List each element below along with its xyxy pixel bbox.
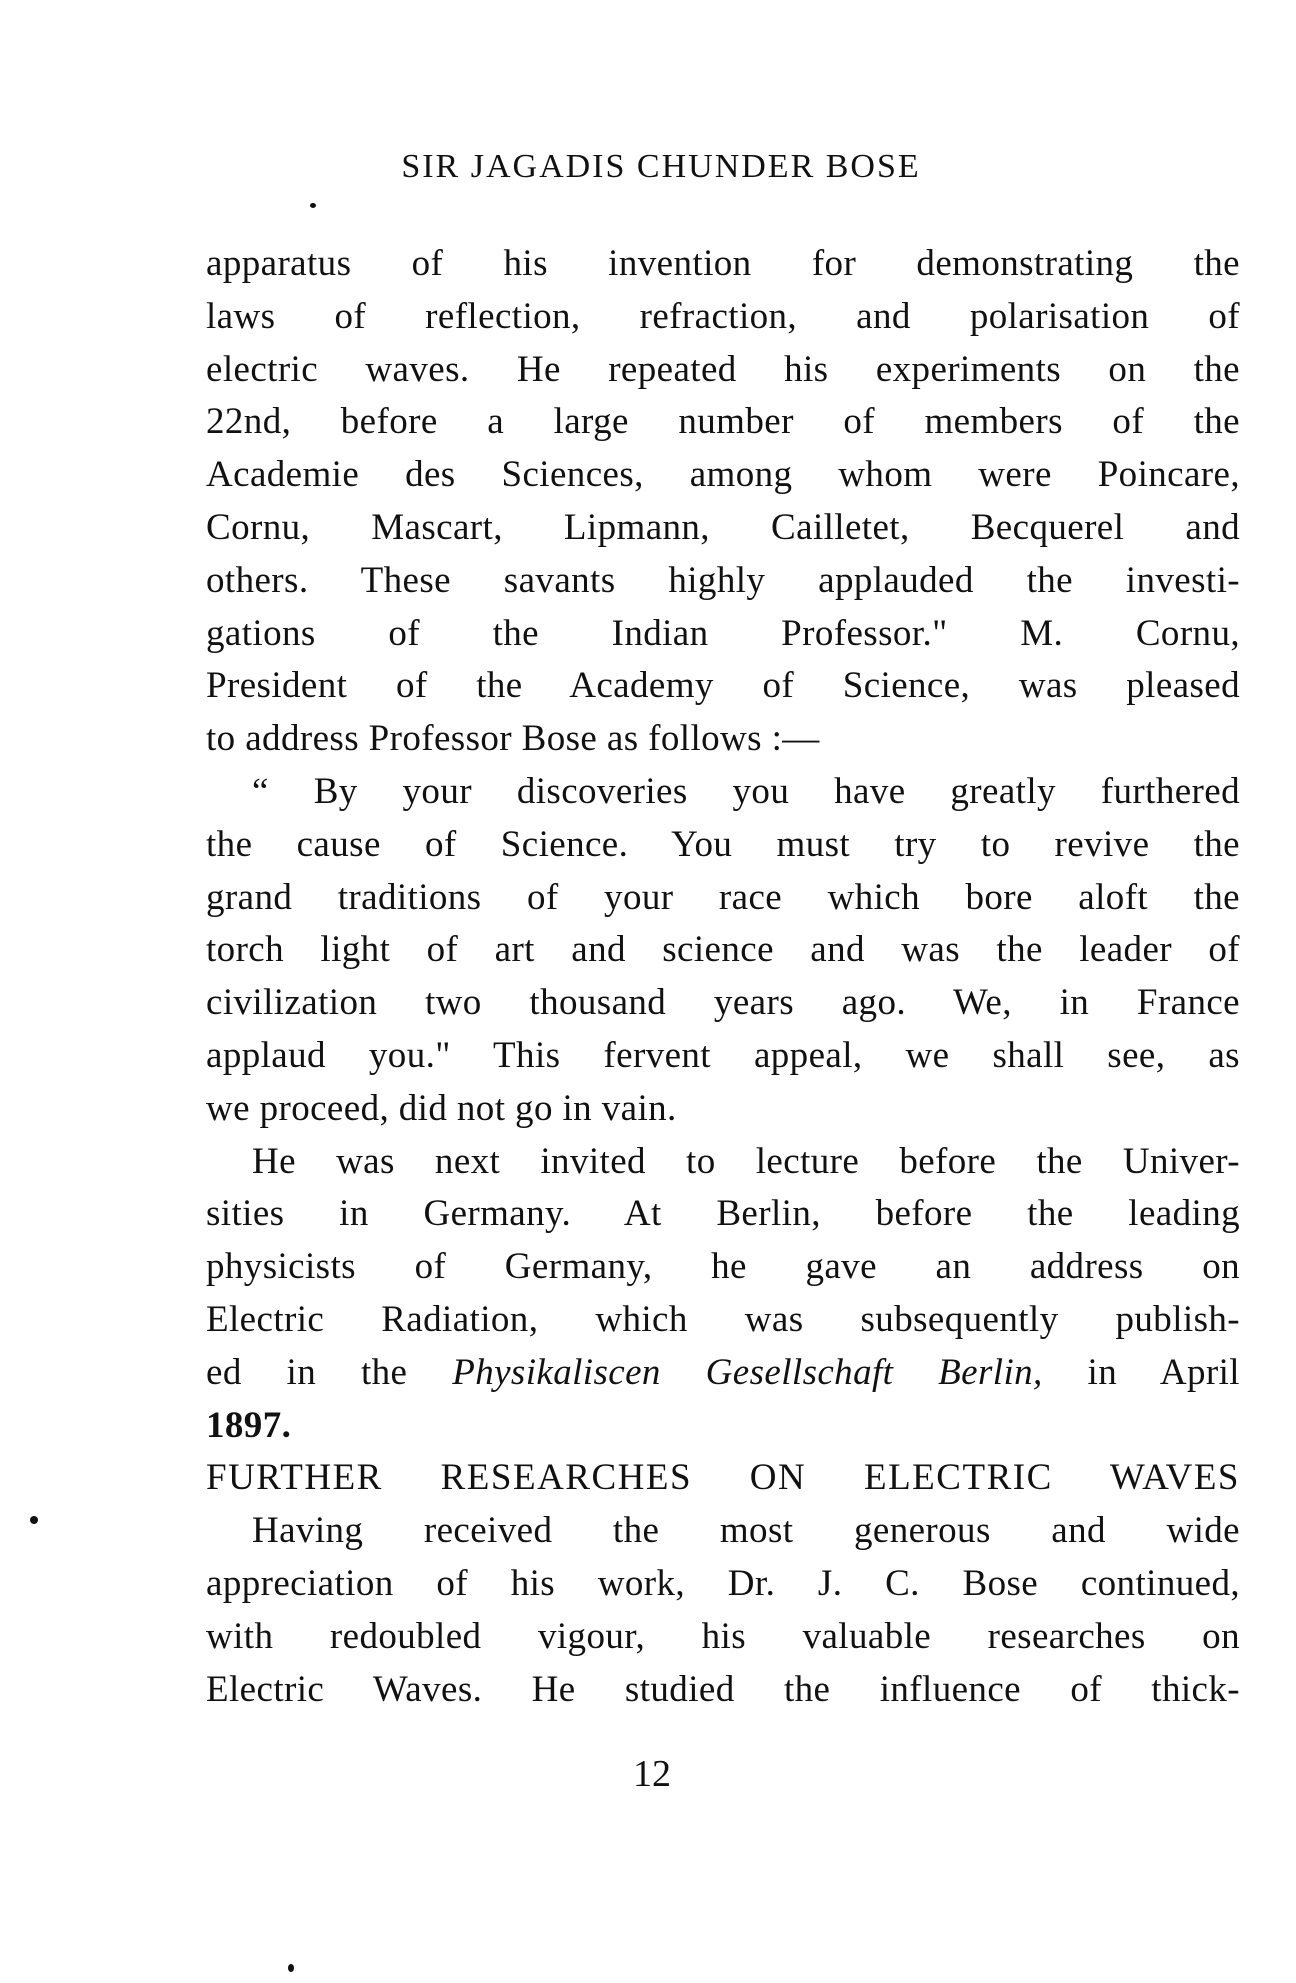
text-line: laws of reflection, refraction, and polarisation of bbox=[206, 295, 1240, 337]
body-text bbox=[206, 238, 1240, 1716]
text-line: Electric Radiation, which was subsequently publish- bbox=[206, 1298, 1240, 1340]
text-line: gations of the Indian Professor." M. Cornu, bbox=[206, 612, 1240, 654]
text-span: in April bbox=[1042, 1351, 1240, 1393]
text-line: He was next invited to lecture before the Univer- bbox=[252, 1140, 1240, 1182]
text-line: 22nd, before a large number of members of the bbox=[206, 401, 1240, 443]
text-line: Having received the most generous and wide bbox=[252, 1510, 1240, 1552]
quotation-line: torch light of art and science and was the leader of bbox=[206, 929, 1240, 971]
text-line: others. These savants highly applauded the investi- bbox=[206, 559, 1240, 601]
quotation-line: “ By your discoveries you have greatly furthered bbox=[252, 770, 1240, 812]
section-heading: FURTHER RESEARCHES ON ELECTRIC WAVES bbox=[206, 1457, 1240, 1499]
text-line-with-italic bbox=[206, 1347, 1240, 1400]
text-line: to address Professor Bose as follows :— bbox=[206, 718, 820, 760]
text-line: Academie des Sciences, among whom were Poincare, bbox=[206, 454, 1240, 496]
text-line: President of the Academy of Science, was pleased bbox=[206, 665, 1240, 707]
text-line: sities in Germany. At Berlin, before the leading bbox=[206, 1193, 1240, 1235]
text-span: ed in the bbox=[206, 1351, 453, 1393]
italic-publication-title: Physikaliscen Gesellschaft Berlin, bbox=[452, 1351, 1043, 1393]
text-line: with redoubled vigour, his valuable researches on bbox=[206, 1615, 1240, 1657]
text-line: apparatus of his invention for demonstrating the bbox=[206, 243, 1240, 284]
running-head: SIR JAGADIS CHUNDER BOSE bbox=[401, 148, 921, 185]
text-line: physicists of Germany, he gave an address on bbox=[206, 1246, 1240, 1288]
page-number: 12 bbox=[633, 1753, 671, 1795]
scan-speck bbox=[288, 1964, 294, 1972]
quotation-line: grand traditions of your race which bore aloft the bbox=[206, 876, 1240, 918]
scan-speck bbox=[310, 203, 316, 208]
quotation-line: the cause of Science. You must try to revive the bbox=[206, 823, 1240, 865]
text-line-year: 1897. bbox=[206, 1404, 292, 1446]
scan-speck bbox=[30, 1516, 38, 1524]
text-line: applaud you." This fervent appeal, we shall see, as bbox=[206, 1034, 1240, 1076]
text-line: Electric Waves. He studied the influence of thick- bbox=[206, 1668, 1240, 1710]
quotation-line: civilization two thousand years ago. We, in France bbox=[206, 982, 1240, 1024]
text-line: appreciation of his work, Dr. J. C. Bose continued, bbox=[206, 1562, 1240, 1604]
text-line: we proceed, did not go in vain. bbox=[206, 1087, 677, 1129]
text-line: electric waves. He repeated his experiments on the bbox=[206, 348, 1240, 390]
text-line: Cornu, Mascart, Lipmann, Cailletet, Becquerel and bbox=[206, 506, 1240, 548]
